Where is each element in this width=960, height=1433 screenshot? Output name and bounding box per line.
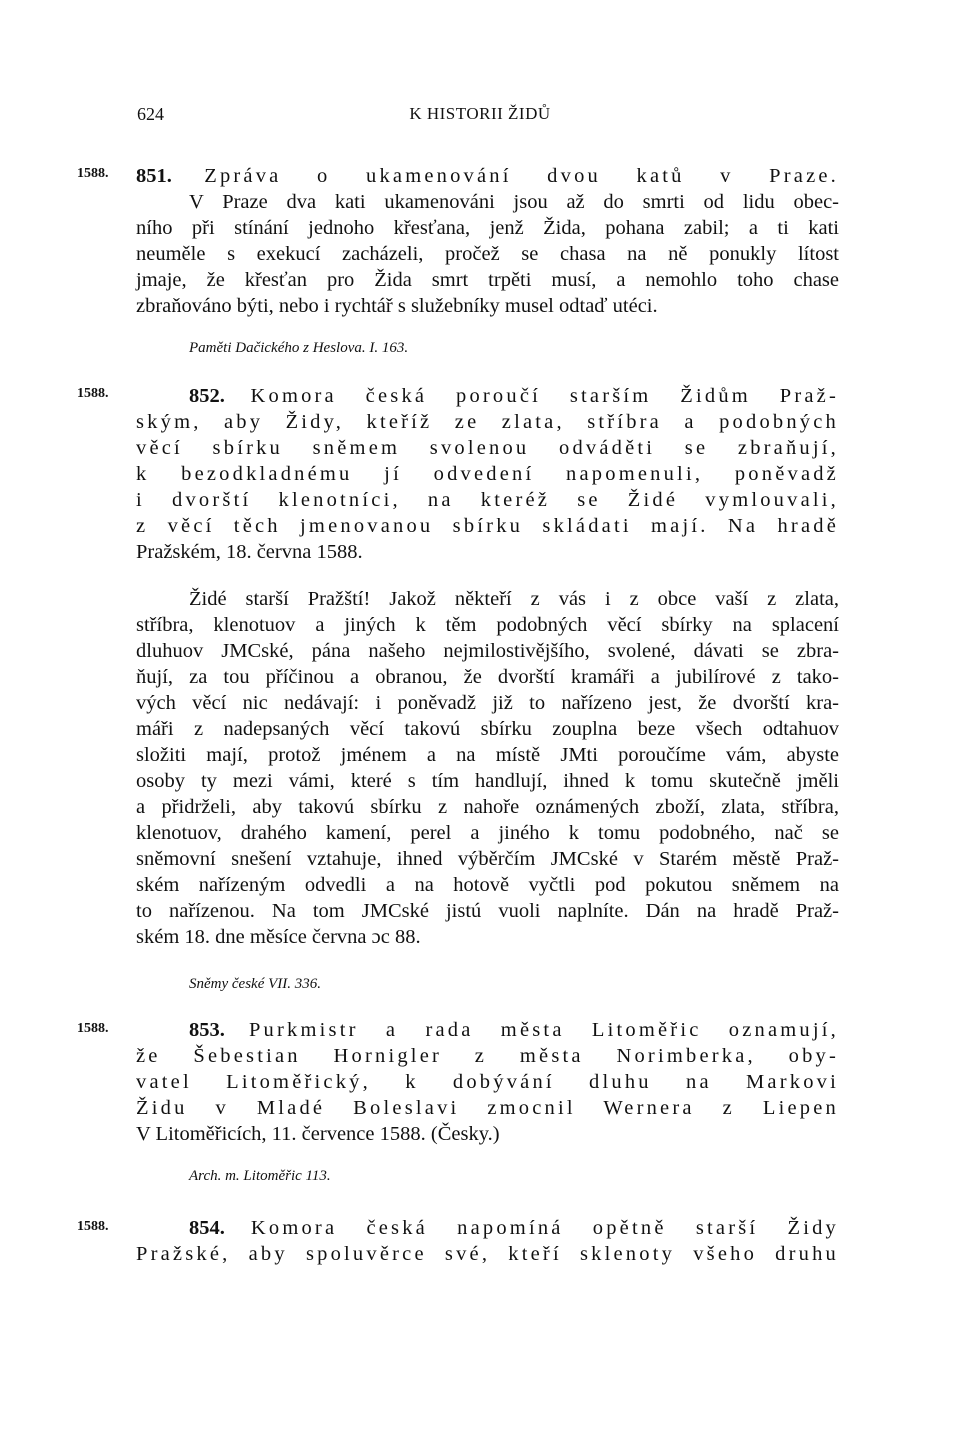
- text-line: ňují, za tou příčinou a obranou, že dvorští kramáři a jubilírové z tako-: [136, 666, 839, 688]
- entry-heading: Zpráva o ukamenování dvou katů v Praze.: [204, 165, 839, 187]
- text-line: máři z nadepsaných věcí takovú sbírku zouplna beze všech odtahuov: [136, 718, 839, 740]
- entry-heading: Purkmistr a rada města Litoměřic oznamují,: [248, 1019, 840, 1041]
- entry-853: [136, 1017, 839, 1147]
- entry-year: 1588.: [77, 1219, 109, 1234]
- text-line: ském nařízeným odvedli a na hotově vyčtli pod pokutou sněmem na: [136, 874, 839, 896]
- text-line: sněmovní snešení vztahuje, ihned výběrčím JMCské v Starém městě Praž-: [136, 848, 839, 870]
- page-header: [0, 104, 960, 128]
- source-citation: Arch. m. Litoměřic 113.: [189, 1168, 331, 1184]
- text-line: stříbra, klenotuov a jiných k těm podobných věcí sbírky na splacení: [136, 614, 839, 636]
- text-line: Židu v Mladé Boleslavi zmocnil Wernera z Liepen: [136, 1097, 839, 1119]
- text-line: Pražském, 18. června 1588.: [136, 541, 363, 563]
- text-line: klenotuov, drahého kamení, perel a jiného k tomu podobného, nač se: [136, 822, 839, 844]
- text-line: vatel Litoměřický, k dobývání dluhu na Markovi: [136, 1071, 839, 1093]
- entry-852: [136, 383, 839, 565]
- entry-854: [136, 1215, 839, 1267]
- source-citation: Paměti Dačického z Heslova. I. 163.: [189, 340, 409, 356]
- entry-851: [136, 163, 839, 319]
- text-line: to nařízenou. Na tom JMCské jistú vuoli naplníte. Dán na hradě Praž-: [136, 900, 839, 922]
- running-title: K HISTORII ŽIDŮ: [409, 104, 551, 123]
- entry-year: 1588.: [77, 1021, 109, 1036]
- letter-paragraph: [136, 586, 839, 950]
- text-line: složiti mají, protož jménem a na místě JMti poroučíme vám, abyste: [136, 744, 839, 766]
- text-line: a přidrželi, aby takovú sbírku z nahoře oznámených zboží, zlata, stříbra,: [136, 796, 839, 818]
- text-line: Židé starší Pražští! Jakož někteří z vás i z obce vaší z zlata,: [189, 588, 839, 610]
- text-line: osoby ty mezi vámi, které s tím handlují, ihned k tomu skutečně jměli: [136, 770, 839, 792]
- entry-number: 854.: [189, 1217, 225, 1239]
- entry-heading: Komora česká napomíná opětně starší Židy: [250, 1217, 839, 1239]
- entry-number: 851.: [136, 165, 172, 187]
- text-line: k bezodkladnému jí odvedení napomenuli, poněvadž: [136, 463, 839, 485]
- source-citation: Sněmy české VII. 336.: [189, 976, 322, 992]
- text-line: Pražské, aby spoluvěrce své, kteří sklenoty všeho druhu: [136, 1243, 839, 1265]
- entry-heading: Komora česká poroučí starším Židům Praž-: [250, 385, 839, 407]
- text-line: dluhuov JMCské, pána našeho nejmilostivějšího, svolené, dávati se zbra-: [136, 640, 839, 662]
- text-line: ního při stínání jednoho křesťana, jenž Žida, pohana zabil; a ti kati: [136, 217, 839, 239]
- text-line: vých věcí nic nedávají: i poněvadž již to nařízeno jest, že dvorští kra-: [136, 692, 839, 714]
- entry-number: 852.: [189, 385, 225, 407]
- text-line: ským, aby Židy, kteříž ze zlata, stříbra a podobných: [136, 411, 839, 433]
- text-line: jmaje, že křesťan pro Žida smrt trpěti musí, a nemohlo toho chase: [136, 269, 839, 291]
- text-line: že Šebestian Hornigler z města Norimberka, oby-: [136, 1045, 839, 1067]
- text-line: věcí sbírku sněmem svolenou odváděti se zbraňují,: [136, 437, 839, 459]
- text-line: z věcí těch jmenovanou sbírku skládati mají. Na hradě: [136, 515, 839, 537]
- text-line: i dvorští klenotníci, na kteréž se Židé vymlouvali,: [136, 489, 839, 511]
- entry-year: 1588.: [77, 386, 109, 401]
- text-line: V Litoměřicích, 11. července 1588. (Česky.): [136, 1123, 500, 1145]
- entry-year: 1588.: [77, 166, 109, 181]
- page-number: 624: [137, 104, 164, 124]
- text-line: ském 18. dne měsíce června ɔc 88.: [136, 926, 421, 948]
- text-line: V Praze dva kati ukamenováni jsou až do smrti od lidu obec-: [189, 191, 839, 213]
- text-line: neuměle s exekucí zacházeli, pročež se chasa na ně ponukly lítost: [136, 243, 839, 265]
- text-line: zbraňováno býti, nebo i rychtář s služebníky musel odtaď utéci.: [136, 295, 658, 317]
- entry-number: 853.: [189, 1019, 225, 1041]
